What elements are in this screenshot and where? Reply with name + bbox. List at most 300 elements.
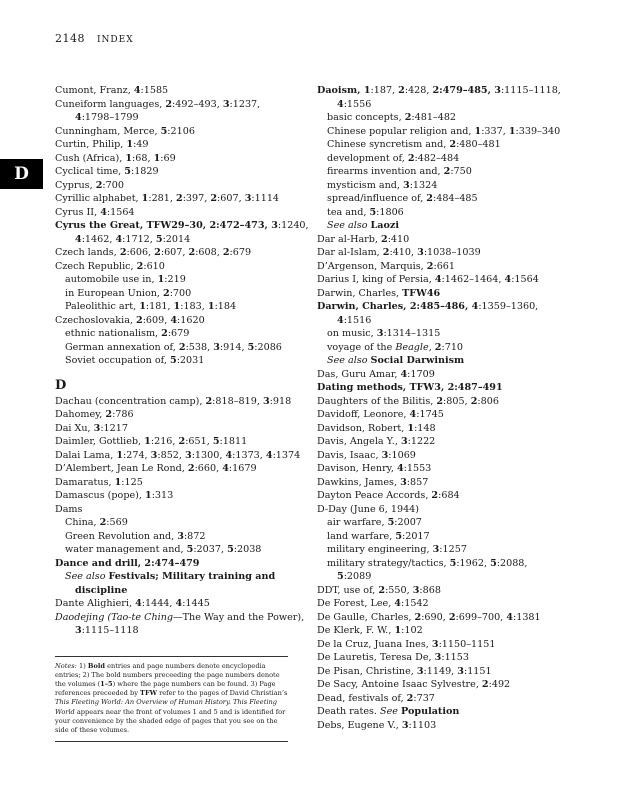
entry-text: 1 <box>116 449 124 461</box>
index-entry-dance-see-cont <box>55 584 290 598</box>
entry-text: :492 <box>488 679 511 690</box>
index-entry-davis-isaac <box>317 449 565 463</box>
entry-text: Dar al-Islam, <box>317 247 383 258</box>
entry-text: 2 <box>431 490 439 501</box>
entry-text: on music, <box>327 328 377 339</box>
entry-text: 3 <box>271 220 278 231</box>
index-entry-daoism-dev <box>317 152 565 166</box>
entry-text: :125 <box>121 476 143 488</box>
entry-text: :1564 <box>511 274 539 285</box>
entry-text: De Sacy, Antoine Isaac Sylvestre, <box>317 679 482 690</box>
index-entry-darwin-voyage <box>317 341 565 355</box>
entry-text: 2 <box>163 287 170 299</box>
entry-text: Festivals; Military training and <box>108 571 276 582</box>
entry-text: :2031 <box>176 355 205 366</box>
entry-text: De Pisan, Christine, <box>317 665 417 677</box>
entry-text: 29–30, <box>171 220 210 231</box>
entry-text: 3 <box>431 638 439 650</box>
entry-text: 2 <box>434 341 442 353</box>
entry-text: 2 <box>443 166 451 177</box>
index-entry-daoism-basic <box>317 111 565 125</box>
entry-text: Chinese syncretism and, <box>327 139 450 150</box>
page-number: 2148 <box>55 32 85 45</box>
entry-text: :1374 <box>272 449 301 461</box>
index-entry-dday-air <box>317 516 565 530</box>
entry-text: :480–481 <box>456 139 501 150</box>
entry-text: :786 <box>112 409 134 420</box>
entry-text: 3 <box>185 449 192 461</box>
index-entry-czech-paleo <box>55 300 290 314</box>
index-entry-daoism-sync <box>317 138 565 152</box>
entry-text: Damaratus, <box>55 476 115 488</box>
entry-text: :1679 <box>228 463 257 474</box>
entry-text: 5 <box>155 233 163 245</box>
entry-text: 4 <box>100 206 107 218</box>
entry-text: 3 <box>432 544 440 555</box>
notes-text: ) where the page numbers can be found. 3) Page references preceeded by <box>55 679 276 698</box>
entry-text: :1516 <box>343 314 372 326</box>
entry-text: 5 <box>124 166 131 177</box>
entry-text: 4 <box>75 112 82 123</box>
index-entry-darwin-on <box>317 327 565 341</box>
entry-text: Green Revolution and, <box>65 530 178 542</box>
index-entry-cyrus-great-cont <box>55 233 290 247</box>
entry-text: :607, <box>217 193 245 204</box>
entry-text: Dachau (concentration camp), <box>55 395 206 407</box>
index-entry-depisan <box>317 665 565 679</box>
entry-text: :1381 <box>512 611 541 623</box>
entry-text: :1069 <box>388 449 416 461</box>
entry-text: 4 <box>133 85 141 96</box>
entry-text: Dayton Peace Accords, <box>317 490 432 501</box>
entry-text: :1115–1118 <box>81 625 139 636</box>
entry-text: water management and, <box>65 544 187 555</box>
entry-text: :1709 <box>407 368 435 380</box>
entry-text: firearms invention and, <box>327 166 444 177</box>
index-entry-dday-strat-cont <box>317 570 565 584</box>
entry-text: :1962, <box>456 557 491 569</box>
index-entry-dawkins <box>317 476 565 490</box>
notes-text: entries and page numbers denote encyclopedia entries; 2) The bold numbers preceeding the page numbers denote the volumes ( <box>55 661 280 688</box>
entry-text: ethnic nationalism, <box>65 328 162 339</box>
entry-text: Curtin, Philip, <box>55 139 127 150</box>
entry-text: :806 <box>477 395 499 407</box>
entry-text: 1 <box>173 301 181 312</box>
index-entry-dams-water <box>55 543 290 557</box>
entry-text: See <box>380 706 402 717</box>
entry-text: :428, <box>404 85 433 96</box>
index-entry-daodejing-cont <box>55 624 290 638</box>
entry-text: :1151 <box>463 665 492 677</box>
entry-text: :1257 <box>439 544 467 555</box>
entry-text: voyage of the <box>327 341 396 353</box>
entry-text: spread/influence of, <box>327 193 427 204</box>
notes-label: Notes: <box>55 661 77 670</box>
entry-text: 4 <box>75 233 82 245</box>
entry-text: :1240, <box>277 220 309 231</box>
entry-text: :1114 <box>251 193 280 204</box>
entry-text: 5 <box>227 544 234 555</box>
entry-text: 2 <box>414 611 422 623</box>
entry-text: :550, <box>385 584 413 596</box>
entry-text: :2088, <box>496 557 528 569</box>
entry-text: :482–484 <box>414 152 460 164</box>
entry-text: :610 <box>143 260 165 272</box>
entry-text: 2 <box>119 247 127 258</box>
entry-text: 1 <box>139 301 146 312</box>
entry-text: Cyprus, <box>55 179 96 191</box>
entry-text: 2:487–491 <box>447 382 503 393</box>
entry-text: :1712, <box>122 233 156 245</box>
entry-text: :1811 <box>219 436 248 447</box>
entry-text: 2:472–473, <box>209 220 272 231</box>
index-entry-death <box>317 705 565 719</box>
entry-text: 4 <box>434 274 442 285</box>
entry-text: Cumont, Franz, <box>55 85 134 96</box>
entry-text: Daodejing (Tao-te Ching <box>55 611 174 623</box>
entry-text: 5 <box>337 571 344 582</box>
entry-text: :1237, <box>229 98 261 110</box>
entry-text: TFW46 <box>402 287 441 299</box>
entry-text: 3 <box>222 98 230 110</box>
entry-text: 5 <box>387 517 395 528</box>
index-entry-dar-islam <box>317 246 565 260</box>
entry-text: 4 <box>396 463 404 474</box>
entry-text: :1373, <box>232 449 266 461</box>
entry-text: 4 <box>506 611 513 623</box>
header-label: INDEX <box>97 35 134 45</box>
entry-text: :187, <box>370 85 399 96</box>
entry-text: :184 <box>214 301 237 312</box>
entry-text: 4 <box>504 274 512 285</box>
entry-text: :313 <box>151 490 174 501</box>
entry-text: Cush (Africa), <box>55 152 126 164</box>
entry-text: Darwin, Charles, <box>317 287 403 299</box>
index-entry-ddt <box>317 584 565 598</box>
notes-text: refer to the pages of David Christian’s <box>157 689 288 698</box>
index-entry-dante <box>55 597 290 611</box>
entry-text: :410, <box>389 247 418 258</box>
index-entry-dalembert <box>55 462 290 476</box>
entry-text: Dance and drill, <box>55 557 145 569</box>
entry-text: De Forest, Lee, <box>317 598 395 609</box>
entry-text: Davis, Isaac, <box>317 449 382 461</box>
index-entry-daoism <box>317 84 565 98</box>
entry-text: :699–700, <box>455 611 507 623</box>
entry-text: 3 <box>494 85 501 96</box>
index-entry-dalai <box>55 449 301 463</box>
entry-text: 3 <box>401 719 409 731</box>
entry-text: Cuneiform languages, <box>55 98 166 110</box>
index-entry-curtin <box>55 138 290 152</box>
index-entry-damaratus <box>55 476 290 490</box>
index-entry-cush <box>55 152 290 166</box>
index-entry-deklerk <box>317 624 565 638</box>
entry-text: 3 <box>381 449 389 461</box>
entry-text: 3 <box>376 328 384 339</box>
entry-text: :606, <box>126 247 155 258</box>
index-entry-davidson <box>317 422 565 436</box>
entry-text: :2106 <box>167 125 195 137</box>
entry-text: 5 <box>160 125 168 137</box>
entry-text: Czechoslovakia, <box>55 314 137 326</box>
index-entry-daughters <box>317 395 565 409</box>
index-entry-davison <box>317 462 565 476</box>
index-entry-damascus <box>55 489 290 503</box>
entry-text: :538, <box>185 341 214 353</box>
entry-text: discipline <box>75 584 128 596</box>
index-entry-dachau <box>55 395 290 409</box>
index-entry-cunningham <box>55 125 290 139</box>
entry-text: :1542 <box>400 598 429 609</box>
entry-text: :183, <box>180 301 208 312</box>
entry-text: Social Darwinism <box>370 355 465 366</box>
entry-text: De Gaulle, Charles, <box>317 611 415 623</box>
entry-text: :281, <box>148 193 176 204</box>
entry-text: :339–340 <box>515 125 561 137</box>
index-entry-cyclical <box>55 165 290 179</box>
index-entry-dai-xu <box>55 422 290 436</box>
entry-text: automobile use in, <box>65 274 158 285</box>
entry-text: 3 <box>416 665 424 677</box>
entry-text: Dai Xu, <box>55 422 94 434</box>
index-entry-czech-lands <box>55 246 290 260</box>
entry-text: 3 <box>403 179 410 191</box>
entry-text: Daughters of the Bilitis, <box>317 395 437 407</box>
entry-text: 4 <box>170 314 178 326</box>
entry-text: Soviet occupation of, <box>65 355 170 366</box>
index-entry-daimler <box>55 435 290 449</box>
entry-text: :1620 <box>177 314 205 326</box>
entry-text: :49 <box>133 139 149 150</box>
entry-text: 5 <box>247 341 255 353</box>
index-entry-degaulle <box>317 611 565 625</box>
entry-text: :569 <box>106 517 128 528</box>
entry-text: Debs, Eugene V., <box>317 719 402 731</box>
entry-text: Cyclical time, <box>55 166 125 177</box>
entry-text: :1553 <box>403 463 432 474</box>
entry-text: :805, <box>443 395 471 407</box>
entry-text: :1556 <box>343 98 372 110</box>
entry-text: 1 <box>126 139 134 150</box>
entry-text: :2017 <box>402 530 430 542</box>
entry-text: Cyrillic alphabet, <box>55 193 142 204</box>
entry-text: 2 <box>188 247 196 258</box>
index-entry-dar-harb <box>317 233 565 247</box>
entry-text: :1445 <box>182 598 210 609</box>
entry-text: 4 <box>409 409 417 420</box>
entry-text: :700 <box>169 287 192 299</box>
entry-text: 3 <box>177 530 184 542</box>
entry-text: 2 <box>398 85 405 96</box>
index-entry-daoism-see <box>317 219 565 233</box>
entry-text: German annexation of, <box>65 341 179 353</box>
entry-text: 3 <box>244 193 252 204</box>
entry-text: military strategy/tactics, <box>327 557 450 569</box>
entry-text: 1 <box>363 85 371 96</box>
entry-text: :216, <box>150 436 179 447</box>
entry-text: :607, <box>160 247 189 258</box>
entry-text: Czech Republic, <box>55 260 137 272</box>
entry-text: 2 <box>95 179 103 191</box>
entry-text: 5 <box>395 530 402 542</box>
entry-text: :274, <box>123 449 151 461</box>
index-entry-darwin-see <box>317 354 565 368</box>
entry-text: See also <box>327 355 371 366</box>
entry-text: :69 <box>160 152 176 164</box>
entry-text: 2:485–486, <box>409 301 472 312</box>
entry-text: :68, <box>132 152 154 164</box>
entry-text: 3 <box>213 341 220 353</box>
right-column <box>317 84 565 732</box>
entry-text: :679 <box>229 247 252 258</box>
entry-text: land warfare, <box>327 530 396 542</box>
notes-text: This Fleeting World: An Overview of Human History. This Fleeting World <box>55 698 277 716</box>
entry-text: :484–485 <box>432 193 478 204</box>
entry-text: Dating methods, TFW <box>317 382 435 393</box>
entry-text: Laozi <box>370 220 399 231</box>
entry-text: 1 <box>114 476 122 488</box>
entry-text: 2 <box>136 260 144 272</box>
entry-text: De Lauretis, Teresa De, <box>317 652 435 663</box>
entry-text: Das, Guru Amar, <box>317 368 401 380</box>
entry-text: mysticism and, <box>327 179 404 191</box>
entry-text: 3 <box>457 665 464 677</box>
entry-text: Czech lands, <box>55 247 120 258</box>
index-entry-cyprus <box>55 179 290 193</box>
entry-text: Population <box>401 706 460 717</box>
entry-text: Death rates. <box>317 706 381 717</box>
entry-text: :750 <box>450 166 472 177</box>
entry-text: 2 <box>404 112 412 123</box>
index-entry-davis-angela <box>317 435 565 449</box>
index-entry-dargenson <box>317 260 565 274</box>
entry-text: :1798–1799 <box>81 112 139 123</box>
entry-text: 3 <box>150 449 158 461</box>
index-entry-davidoff <box>317 408 565 422</box>
entry-text: 1 <box>207 301 215 312</box>
entry-text: 4 <box>135 598 142 609</box>
letter-thumb-tab: D <box>0 159 43 189</box>
entry-text: :1038–1039 <box>423 247 481 258</box>
entry-text: 2 <box>154 247 161 258</box>
index-entry-dams-china <box>55 516 290 530</box>
index-entry-daoism-tea <box>317 206 565 220</box>
entry-text: :492–493, <box>172 98 223 110</box>
entry-text: 3 <box>75 625 82 636</box>
entry-text: 3 <box>400 476 407 488</box>
index-entry-daoism-spread <box>317 192 565 206</box>
entry-text: 1 <box>145 490 152 501</box>
entry-text: 1 <box>144 436 151 447</box>
entry-text: 2 <box>470 395 478 407</box>
entry-text: :1829 <box>130 166 159 177</box>
index-entry-dday-eng <box>317 543 565 557</box>
entry-text: basic concepts, <box>327 112 405 123</box>
entry-text: Dead, festivals of, <box>317 692 407 704</box>
entry-text: D-Day (June 6, 1944) <box>317 503 420 515</box>
entry-text: 2 <box>187 463 195 474</box>
index-entry-das <box>317 368 565 382</box>
entry-text: tea and, <box>327 206 370 218</box>
entry-text: Davidoff, Leonore, <box>317 409 410 420</box>
entry-text: 2 <box>136 314 143 326</box>
entry-text: 2 <box>222 247 230 258</box>
section-letter-heading: D <box>55 377 67 393</box>
entry-text: 2 <box>381 233 388 245</box>
index-entry-darwin-cont <box>317 314 565 328</box>
entry-text: :1153 <box>441 652 469 663</box>
entry-text: :661 <box>433 260 456 272</box>
index-entry-dead <box>317 692 565 706</box>
entry-text: air warfare, <box>327 517 388 528</box>
entry-text: 4 <box>265 449 273 461</box>
notes-text: appears near the front of volumes 1 and 5 and is identified for your convenience by the shaded edge of pages that you see on the side of these volumes. <box>55 707 286 734</box>
entry-text: 3 <box>93 422 101 434</box>
entry-text: Damascus (pope), <box>55 490 145 501</box>
entry-text: :1150–1151 <box>438 638 496 650</box>
entry-text: Beagle <box>395 341 429 353</box>
index-entry-dday-strat <box>317 557 565 571</box>
entry-text: 2 <box>161 328 168 339</box>
left-column <box>55 84 309 742</box>
entry-text: :1745 <box>416 409 444 420</box>
entry-text: 5 <box>170 355 177 366</box>
entry-text: :1564 <box>106 206 135 218</box>
index-entry-czech-eu <box>55 287 290 301</box>
index-entry-dayton <box>317 489 565 503</box>
index-entry-darwin <box>317 300 565 314</box>
entry-text: :337, <box>481 125 509 137</box>
entry-text: Davidson, Robert, <box>317 422 408 434</box>
entry-text: 3 <box>434 652 442 663</box>
index-entry-deforest <box>317 597 565 611</box>
entry-text: :737 <box>413 692 435 704</box>
left-entries-c <box>55 84 309 368</box>
entry-text: 2 <box>178 341 186 353</box>
entry-text: :1103 <box>408 719 437 731</box>
index-entry-dams <box>55 503 290 517</box>
index-entry-daoism-cont <box>317 98 565 112</box>
entry-text: 2 <box>105 409 113 420</box>
entry-text: 3 <box>412 584 420 596</box>
entry-text: :1300, <box>191 449 226 461</box>
entry-text: Daimler, Gottlieb, <box>55 436 145 447</box>
entry-text: :1115–1118, <box>500 85 561 96</box>
entry-text: DDT, use of, <box>317 584 379 596</box>
entry-text: 4 <box>175 598 183 609</box>
entry-text: :868 <box>419 584 441 596</box>
entry-text: 5 <box>449 557 457 569</box>
entry-text: 3 <box>262 395 270 407</box>
entry-text: 2 <box>426 193 433 204</box>
index-entry-czs-soviet <box>55 354 290 368</box>
entry-text: Davis, Angela Y., <box>317 436 401 447</box>
entry-text: 2 <box>426 260 434 272</box>
entry-text: 1 <box>394 625 402 636</box>
entry-text: 2 <box>210 193 218 204</box>
index-entry-cyrus2 <box>55 206 290 220</box>
entry-text: 1 <box>141 193 149 204</box>
entry-text: Dahomey, <box>55 409 106 420</box>
entry-text: :410 <box>387 233 410 245</box>
entry-text: 3 <box>400 436 408 447</box>
index-entry-dance-see <box>55 570 290 584</box>
entry-text: :102 <box>401 625 423 636</box>
index-entry-delauretis <box>317 651 565 665</box>
index-entry-delacruz <box>317 638 565 652</box>
entry-text: 2 <box>436 395 444 407</box>
